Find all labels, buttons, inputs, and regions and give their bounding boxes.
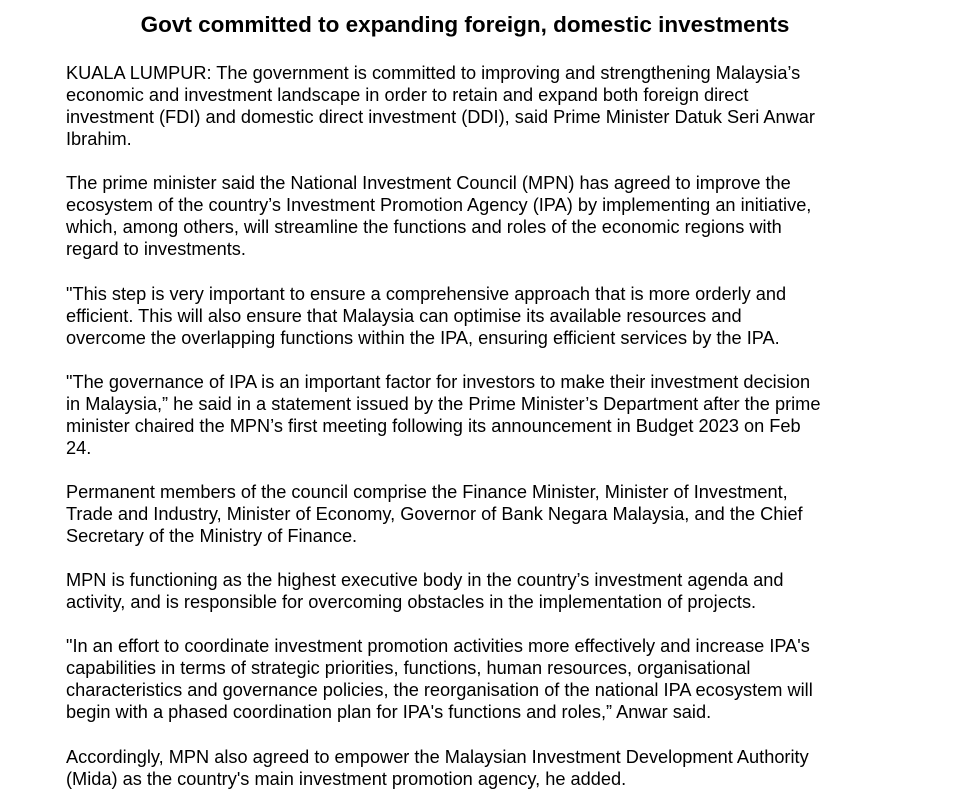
paragraph-line: which, among others, will streamline the functions and roles of the economic regions with — [66, 217, 782, 237]
paragraph-line: Secretary of the Ministry of Finance. — [66, 526, 358, 546]
paragraph-line: The prime minister said the National Investment Council (MPN) has agreed to improve the — [66, 173, 791, 193]
article-headline: Govt committed to expanding foreign, domestic investments — [140, 12, 790, 37]
paragraph-line: efficient. This will also ensure that Malaysia can optimise its available resources and — [66, 306, 742, 326]
paragraph-1 — [66, 62, 815, 150]
paragraph-line: begin with a phased coordination plan for IPA's functions and roles,” Anwar said. — [66, 702, 712, 722]
paragraph-line: 24. — [66, 438, 92, 458]
paragraph-line: characteristics and governance policies, the reorganisation of the national IPA ecosystem will — [66, 680, 813, 700]
paragraph-line: regard to investments. — [66, 239, 246, 259]
paragraph-4 — [66, 371, 820, 459]
paragraph-5 — [66, 481, 803, 547]
paragraph-7 — [66, 635, 813, 723]
paragraph-line: ecosystem of the country’s Investment Promotion Agency (IPA) by implementing an initiative, — [66, 195, 812, 215]
paragraph-line: Accordingly, MPN also agreed to empower the Malaysian Investment Development Authority — [66, 747, 809, 767]
paragraph-6 — [66, 569, 784, 613]
paragraph-line: Ibrahim. — [66, 129, 132, 149]
paragraph-line: in Malaysia,” he said in a statement issued by the Prime Minister’s Department after the prime — [66, 394, 821, 414]
paragraph-2 — [66, 172, 811, 260]
paragraph-line: "In an effort to coordinate investment promotion activities more effectively and increase IPA's — [66, 636, 810, 656]
paragraph-line: Permanent members of the council comprise the Finance Minister, Minister of Investment, — [66, 482, 788, 502]
paragraph-line: Trade and Industry, Minister of Economy, Governor of Bank Negara Malaysia, and the Chief — [66, 504, 803, 524]
paragraph-line: minister chaired the MPN’s first meeting following its announcement in Budget 2023 on Feb — [66, 416, 801, 436]
paragraph-line: economic and investment landscape in order to retain and expand both foreign direct — [66, 85, 749, 105]
paragraph-line: activity, and is responsible for overcoming obstacles in the implementation of projects. — [66, 592, 757, 612]
paragraph-line: (Mida) as the country's main investment promotion agency, he added. — [66, 769, 627, 789]
paragraph-line: "The governance of IPA is an important factor for investors to make their investment decision — [66, 372, 811, 392]
paragraph-line: overcome the overlapping functions within the IPA, ensuring efficient services by the IPA. — [66, 328, 780, 348]
paragraph-line: "This step is very important to ensure a comprehensive approach that is more orderly and — [66, 284, 787, 304]
paragraph-line: investment (FDI) and domestic direct investment (DDI), said Prime Minister Datuk Seri Anwar — [66, 107, 815, 127]
paragraph-line: KUALA LUMPUR: The government is committed to improving and strengthening Malaysia’s — [66, 63, 801, 83]
paragraph-8 — [66, 746, 809, 790]
paragraph-line: MPN is functioning as the highest executive body in the country’s investment agenda and — [66, 570, 784, 590]
paragraph-3 — [66, 283, 786, 349]
paragraph-line: capabilities in terms of strategic priorities, functions, human resources, organisational — [66, 658, 751, 678]
